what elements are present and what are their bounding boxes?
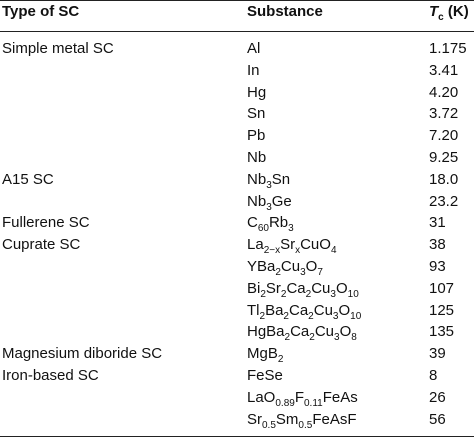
cell-substance: $Tl_2Ba_2Ca_2Cu_3O_{10}$ bbox=[247, 302, 362, 322]
cell-critical-temperature: 1.175 bbox=[429, 40, 467, 57]
cell-critical-temperature: 8 bbox=[429, 367, 438, 384]
cell-critical-temperature: 3.41 bbox=[429, 62, 459, 79]
cell-substance: MgB$_2$ bbox=[247, 345, 284, 365]
cell-substance: $Nb_3Ge$ bbox=[247, 193, 292, 213]
cell-substance: $Nb_3Sn$ bbox=[247, 171, 291, 191]
cell-critical-temperature: 93 bbox=[429, 258, 446, 275]
cell-substance: $YBa_2Cu_3O_7$ bbox=[247, 258, 323, 278]
cell-type: Cuprate SC bbox=[2, 236, 81, 253]
header-substance: Substance bbox=[247, 3, 323, 20]
table-top-rule bbox=[0, 0, 474, 1]
cell-critical-temperature: 125 bbox=[429, 302, 455, 319]
cell-type: A15 SC bbox=[2, 171, 54, 188]
cell-substance: FeSe bbox=[247, 367, 283, 384]
cell-critical-temperature: 18.0 bbox=[429, 171, 459, 188]
cell-critical-temperature: 39 bbox=[429, 345, 446, 362]
cell-substance: Pb bbox=[247, 127, 266, 144]
cell-substance: $HgBa_2Ca_2Cu_3O_8$ bbox=[247, 323, 357, 343]
cell-critical-temperature: 26 bbox=[429, 389, 446, 406]
cell-substance: $LaO_{0.89}F_{0.11}FeAs$ bbox=[247, 389, 358, 409]
cell-critical-temperature: 9.25 bbox=[429, 149, 459, 166]
cell-substance: $Sr_{0.5}Sm_{0.5}FeAsF$ bbox=[247, 411, 357, 431]
cell-type: Magnesium diboride SC bbox=[2, 345, 163, 362]
cell-substance: Nb bbox=[247, 149, 267, 166]
header-bottom-rule bbox=[0, 31, 474, 32]
cell-critical-temperature: 3.72 bbox=[429, 105, 459, 122]
cell-substance: $C_{60}Rb_3$ bbox=[247, 214, 294, 234]
cell-type: Simple metal SC bbox=[2, 40, 114, 57]
cell-critical-temperature: 7.20 bbox=[429, 127, 459, 144]
cell-substance: Sn bbox=[247, 105, 266, 122]
header-critical-temperature: $T_c$ (K) bbox=[429, 3, 469, 23]
cell-substance: Al bbox=[247, 40, 261, 57]
cell-substance: $Bi_2Sr_2Ca_2Cu_3O_{10}$ bbox=[247, 280, 359, 300]
cell-critical-temperature: 107 bbox=[429, 280, 455, 297]
cell-critical-temperature: 4.20 bbox=[429, 84, 459, 101]
table-bottom-rule bbox=[0, 436, 474, 437]
cell-substance: In bbox=[247, 62, 260, 79]
cell-type: Fullerene SC bbox=[2, 214, 90, 231]
header-type-of-sc: Type of SC bbox=[2, 3, 80, 20]
cell-critical-temperature: 56 bbox=[429, 411, 446, 428]
cell-critical-temperature: 23.2 bbox=[429, 193, 459, 210]
cell-critical-temperature: 135 bbox=[429, 323, 455, 340]
cell-substance: $La_{2-x}Sr_xCuO_4$ bbox=[247, 236, 337, 256]
cell-type: Iron-based SC bbox=[2, 367, 99, 384]
cell-substance: Hg bbox=[247, 84, 267, 101]
cell-critical-temperature: 31 bbox=[429, 214, 446, 231]
cell-critical-temperature: 38 bbox=[429, 236, 446, 253]
